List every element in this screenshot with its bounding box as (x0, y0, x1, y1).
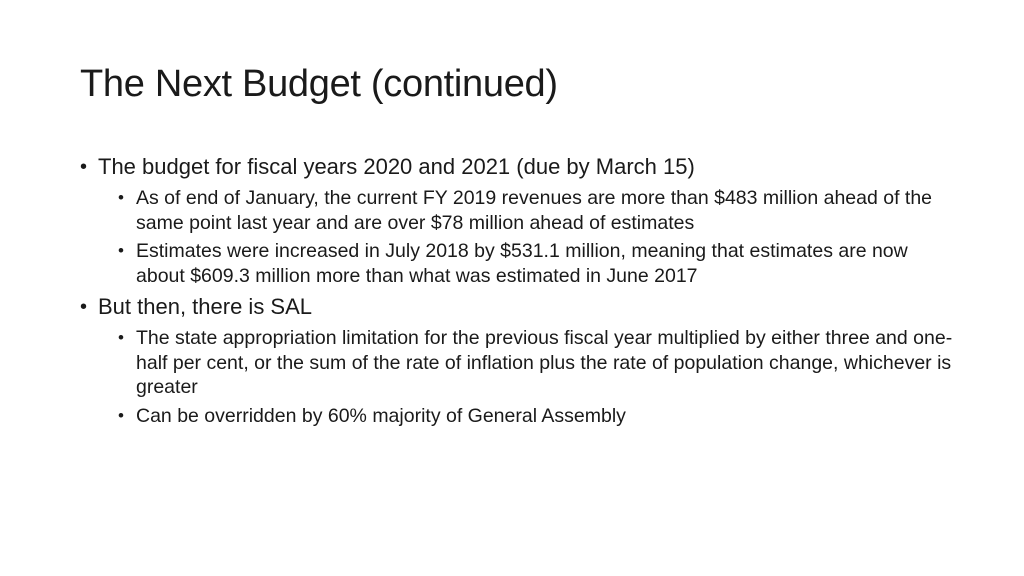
sub-bullet-text: As of end of January, the current FY 2019 revenues are more than $483 million ahead of the same point last year and are over $78 million ahead of estimates (136, 187, 933, 234)
sub-bullet-override (118, 404, 960, 429)
sub-bullet-text: Estimates were increased in July 2018 by $531.1 million, meaning that estimates are now about $609.3 million more than what was estimated in June 2017 (136, 240, 908, 287)
bullet-icon: • (118, 241, 124, 260)
bullet-icon: • (118, 405, 124, 425)
sub-bullet-text: The state appropriation limitation for the previous fiscal year multiplied by either three and one-half per cent, or the sum of the rate of inflation plus the rate of population change, whichever is greater (136, 327, 953, 398)
bullet-text: The budget for fiscal years 2020 and 2021 (due by March 15) (98, 154, 695, 179)
sub-bullet-list (80, 326, 960, 428)
bullet-level1-sal (80, 292, 960, 322)
bullet-icon: • (118, 328, 124, 347)
sub-bullet-list (80, 186, 960, 288)
sub-bullet-sal-definition (118, 326, 960, 400)
slide-title: The Next Budget (continued) (80, 63, 558, 105)
bullet-level1-budget (80, 152, 960, 182)
sub-bullet-estimates (118, 239, 960, 288)
bullet-icon: • (80, 296, 88, 318)
bullet-icon: • (118, 188, 124, 207)
bullet-text: But then, there is SAL (98, 294, 313, 319)
bullet-icon: • (80, 156, 88, 178)
slide-content (80, 152, 960, 432)
sub-bullet-text: Can be overridden by 60% majority of General Assembly (136, 404, 626, 427)
sub-bullet-revenues (118, 186, 960, 235)
